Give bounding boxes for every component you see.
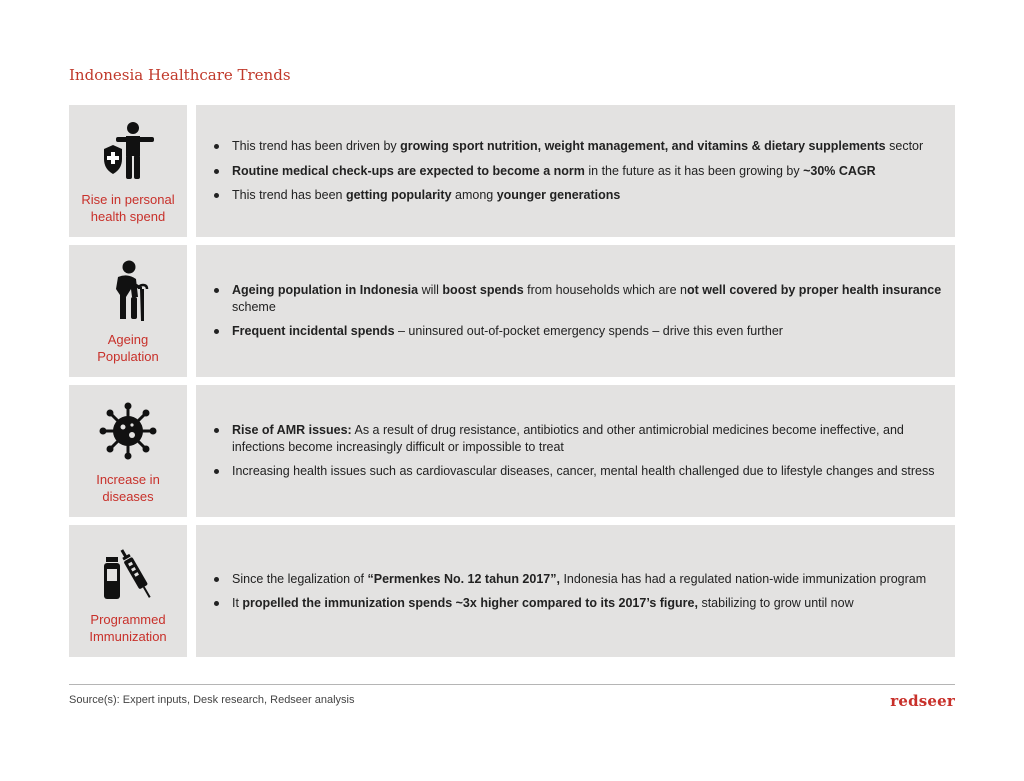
bullet-text: scheme: [232, 299, 276, 314]
bullet-item: [212, 595, 945, 612]
trend-label: Programmed Immunization: [89, 612, 167, 644]
trend-description-cell: [196, 245, 955, 377]
bullet-text: stabilizing to grow until now: [697, 596, 854, 610]
bullet-item: [212, 187, 945, 204]
bullet-list: [212, 274, 945, 348]
bullet-item: [212, 571, 945, 588]
bullet-bold-text: “Permenkes No. 12 tahun 2017”,: [367, 571, 560, 586]
bullet-text: will: [418, 283, 443, 298]
bullet-bold-text: ot well covered by proper health insurance: [686, 283, 942, 298]
bullet-text: As a result of drug resistance, antibiotics and other antimicrobial medicines become ineffective, and infections become increasingly difficult or impossible to treat: [232, 423, 904, 454]
footer-divider: [69, 684, 955, 685]
bullet-bold-text: Ageing population in Indonesia: [232, 283, 419, 298]
trend-row-personal-health: [69, 105, 955, 237]
trend-description-cell: [196, 105, 955, 237]
bullet-text: sector: [885, 139, 924, 154]
person-shield-icon: [98, 119, 158, 183]
bullet-text: It: [232, 596, 243, 610]
trend-description-cell: [196, 525, 955, 657]
trend-row-ageing-population: [69, 245, 955, 377]
virus-icon: [98, 399, 158, 463]
bullet-text: This trend has been driven by: [232, 139, 401, 154]
bullet-bold-text: growing sport nutrition, weight management, and vitamins & dietary supplements: [400, 139, 886, 154]
bullet-text: in the future as it has been growing by: [584, 163, 804, 178]
source-note: Source(s): Expert inputs, Desk research, Redseer analysis: [69, 694, 355, 706]
trend-label: Rise in personal health spend: [81, 192, 175, 224]
bullet-text: among: [451, 188, 497, 203]
bullet-text: Since the legalization of: [232, 571, 368, 586]
bullet-item: [212, 463, 945, 480]
vaccine-icon: [98, 539, 158, 603]
trend-row-diseases: [69, 385, 955, 517]
bullet-item: [212, 282, 945, 315]
bullet-list: [212, 563, 945, 620]
bullet-bold-text: getting popularity: [345, 188, 452, 203]
page-title: Indonesia Healthcare Trends: [69, 66, 291, 84]
elderly-person-icon: [98, 259, 158, 323]
trend-label-cell: [69, 105, 187, 237]
bullet-bold-text: propelled the immunization spends ~3x higher compared to its 2017’s figure,: [242, 596, 698, 610]
bullet-item: [212, 422, 945, 455]
trend-row-immunization: [69, 525, 955, 657]
bullet-item: [212, 138, 945, 155]
bullet-bold-text: younger generations: [496, 188, 621, 203]
bullet-text: This trend has been: [232, 188, 346, 203]
bullet-text: – uninsured out-of-pocket emergency spends – drive this even further: [394, 324, 783, 339]
trend-description-cell: [196, 385, 955, 517]
trend-label: Increase in diseases: [96, 472, 160, 504]
bullet-bold-text: boost spends: [442, 283, 524, 298]
brand-logo: redseer: [890, 692, 955, 710]
bullet-text: Indonesia has had a regulated nation-wide immunization program: [559, 571, 927, 586]
bullet-text: Increasing health issues such as cardiovascular diseases, cancer, mental health challenged due to lifestyle changes and stress: [232, 464, 935, 479]
trend-label-cell: [69, 385, 187, 517]
trend-label: Ageing Population: [97, 332, 159, 364]
bullet-bold-text: Frequent incidental spends: [232, 324, 395, 339]
trend-label-cell: [69, 245, 187, 377]
bullet-bold-text: ~30% CAGR: [803, 163, 876, 178]
bullet-bold-text: Routine medical check-ups are expected to become a norm: [232, 163, 585, 178]
bullet-bold-text: Rise of AMR issues:: [232, 423, 352, 438]
bullet-text: from households which are n: [523, 283, 687, 298]
bullet-item: [212, 323, 945, 340]
bullet-list: [212, 130, 945, 212]
trend-label-cell: [69, 525, 187, 657]
bullet-item: [212, 163, 945, 180]
bullet-list: [212, 414, 945, 488]
